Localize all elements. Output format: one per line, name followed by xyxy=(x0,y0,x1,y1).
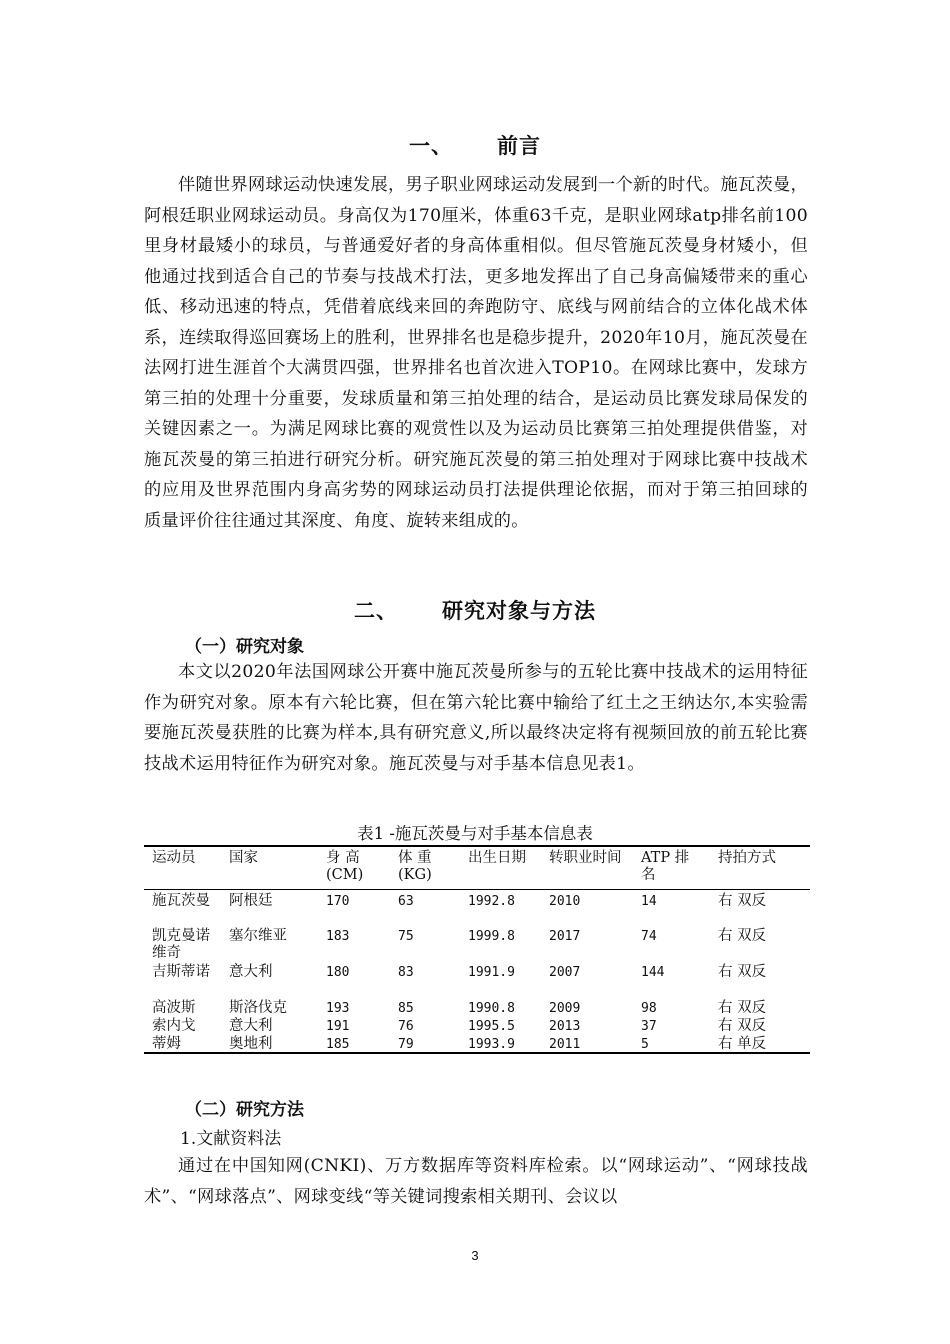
table-row xyxy=(144,961,810,997)
section-2-heading xyxy=(0,595,950,625)
cell-pro-year: 2017 xyxy=(549,929,581,944)
cell-grip: 右 双反 xyxy=(718,1000,767,1016)
cell-grip: 右 双反 xyxy=(718,1018,767,1034)
cell-player: 蒂姆 xyxy=(152,1036,181,1052)
table-row xyxy=(144,890,810,925)
table-row xyxy=(144,1015,810,1033)
cell-birth-date: 1993.9 xyxy=(468,1037,515,1052)
section-1-number: 一、 xyxy=(409,134,453,158)
cell-height: 183 xyxy=(326,929,350,944)
cell-atp-rank: 74 xyxy=(641,929,657,944)
research-object-paragraph: 本文以2020年法国网球公开赛中施瓦茨曼所参与的五轮比赛中技战术的运用特征作为研究对象。原本有六轮比赛，但在第六轮比赛中输给了红土之王纳达尔,本实验需要施瓦茨曼获胜的比赛为样本,具有研究意义,所以最终决定将有视频回放的前五轮比赛技战术运用特征作为研究对象。施瓦茨曼与对手基本信息见表1。 xyxy=(144,662,808,774)
cell-birth-date: 1995.5 xyxy=(468,1019,515,1034)
cell-weight: 75 xyxy=(398,929,414,944)
cell-player: 施瓦茨曼 xyxy=(152,893,210,909)
cell-player: 高波斯 xyxy=(152,1000,196,1016)
cell-weight: 83 xyxy=(398,965,414,980)
section-2-number: 二、 xyxy=(354,599,398,623)
section-1-title: 前言 xyxy=(497,134,541,158)
intro-paragraph: 伴随世界网球运动快速发展，男子职业网球运动发展到一个新的时代。施瓦茨曼，阿根廷职业网球运动员。身高仅为170厘米，体重63千克，是职业网球atp排名前100里身材最矮小的球员，与普通爱好者的身高体重相似。但尽管施瓦茨曼身材矮小，但他通过找到适合自己的节奏与技战术打法，更多地发挥出了自己身高偏矮带来的重心低、移动迅速的特点，凭借着底线来回的奔跑防守、底线与网前结合的立体化战术体系，连续取得巡回赛场上的胜利，世界排名也是稳步提升，2020年10月，施瓦茨曼在法网打进生涯首个大满贯四强，世界排名也首次进入TOP10。在网球比赛中，发球方第三拍的处理十分重要，发球质量和第三拍处理的结合，是运动员比赛发球局保发的关键因素之一。为满足网球比赛的观赏性以及为运动员比赛第三拍处理提供借鉴，对施瓦茨曼的第三拍进行研究分析。研究施瓦茨曼的第三拍处理对于网球比赛中技战术的应用及世界范围内身高劣势的网球运动员打法提供理论依据，而对于第三拍回球的质量评价往往通过其深度、角度、旋转来组成的。 xyxy=(144,175,808,531)
header-birth-date: 出生日期 xyxy=(468,850,526,866)
cell-grip: 右 单反 xyxy=(718,1036,767,1052)
header-atp-rank: ATP 排名 xyxy=(641,850,690,883)
cell-country: 意大利 xyxy=(229,964,273,980)
cell-atp-rank: 14 xyxy=(641,894,657,909)
cell-player: 索内戈 xyxy=(152,1018,196,1034)
cell-country: 塞尔维亚 xyxy=(229,928,287,944)
subsection-2-heading: （二）研究方法 xyxy=(185,1100,304,1120)
cell-country: 奥地利 xyxy=(229,1036,273,1052)
table-caption: 表1 -施瓦茨曼与对手基本信息表 xyxy=(357,824,593,843)
cell-pro-year: 2009 xyxy=(549,1001,581,1016)
header-pro-year: 转职业时间 xyxy=(549,850,622,866)
section-1-heading xyxy=(0,130,950,160)
player-info-table xyxy=(144,845,810,1054)
cell-height: 193 xyxy=(326,1001,350,1016)
cell-pro-year: 2010 xyxy=(549,894,581,909)
cell-country: 斯洛伐克 xyxy=(229,1000,287,1016)
cell-pro-year: 2013 xyxy=(549,1019,581,1034)
cell-birth-date: 1991.9 xyxy=(468,965,515,980)
table-row xyxy=(144,997,810,1015)
cell-height: 180 xyxy=(326,965,350,980)
header-country: 国家 xyxy=(229,850,258,866)
header-weight: 体 重 (KG) xyxy=(398,850,432,883)
subsection-1-heading: （一）研究对象 xyxy=(185,637,304,657)
cell-country: 意大利 xyxy=(229,1018,273,1034)
cell-pro-year: 2007 xyxy=(549,965,581,980)
cell-atp-rank: 5 xyxy=(641,1037,649,1052)
cell-weight: 76 xyxy=(398,1019,414,1034)
cell-player: 凯克曼诺维奇 xyxy=(152,928,210,961)
table-row xyxy=(144,1033,810,1052)
cell-weight: 63 xyxy=(398,894,414,909)
cell-grip: 右 双反 xyxy=(718,928,767,944)
cell-birth-date: 1999.8 xyxy=(468,929,515,944)
header-grip: 持拍方式 xyxy=(718,850,776,866)
cell-birth-date: 1990.8 xyxy=(468,1001,515,1016)
cell-atp-rank: 98 xyxy=(641,1001,657,1016)
cell-height: 191 xyxy=(326,1019,350,1034)
cell-atp-rank: 144 xyxy=(641,965,665,980)
method-paragraph: 通过在中国知网(CNKI)、万方数据库等资料库检索。以“网球运动”、“网球技战术”、“网球落点”、网球变线“等关键词搜索相关期刊、会议以 xyxy=(144,1156,808,1207)
section-2-title: 研究对象与方法 xyxy=(442,599,596,623)
cell-atp-rank: 37 xyxy=(641,1019,657,1034)
cell-pro-year: 2011 xyxy=(549,1037,581,1052)
cell-height: 170 xyxy=(326,894,350,909)
cell-weight: 85 xyxy=(398,1001,414,1016)
table-header-row xyxy=(144,847,810,890)
method-item-1: 1.文献资料法 xyxy=(180,1129,282,1149)
cell-birth-date: 1992.8 xyxy=(468,894,515,909)
cell-weight: 79 xyxy=(398,1037,414,1052)
cell-country: 阿根廷 xyxy=(229,893,273,909)
cell-grip: 右 双反 xyxy=(718,964,767,980)
cell-grip: 右 双反 xyxy=(718,893,767,909)
header-height: 身 高 (CM) xyxy=(326,850,364,883)
cell-player: 吉斯蒂诺 xyxy=(152,964,210,980)
page-number: 3 xyxy=(471,1248,479,1263)
table-row xyxy=(144,925,810,961)
header-player: 运动员 xyxy=(152,850,196,866)
cell-height: 185 xyxy=(326,1037,350,1052)
